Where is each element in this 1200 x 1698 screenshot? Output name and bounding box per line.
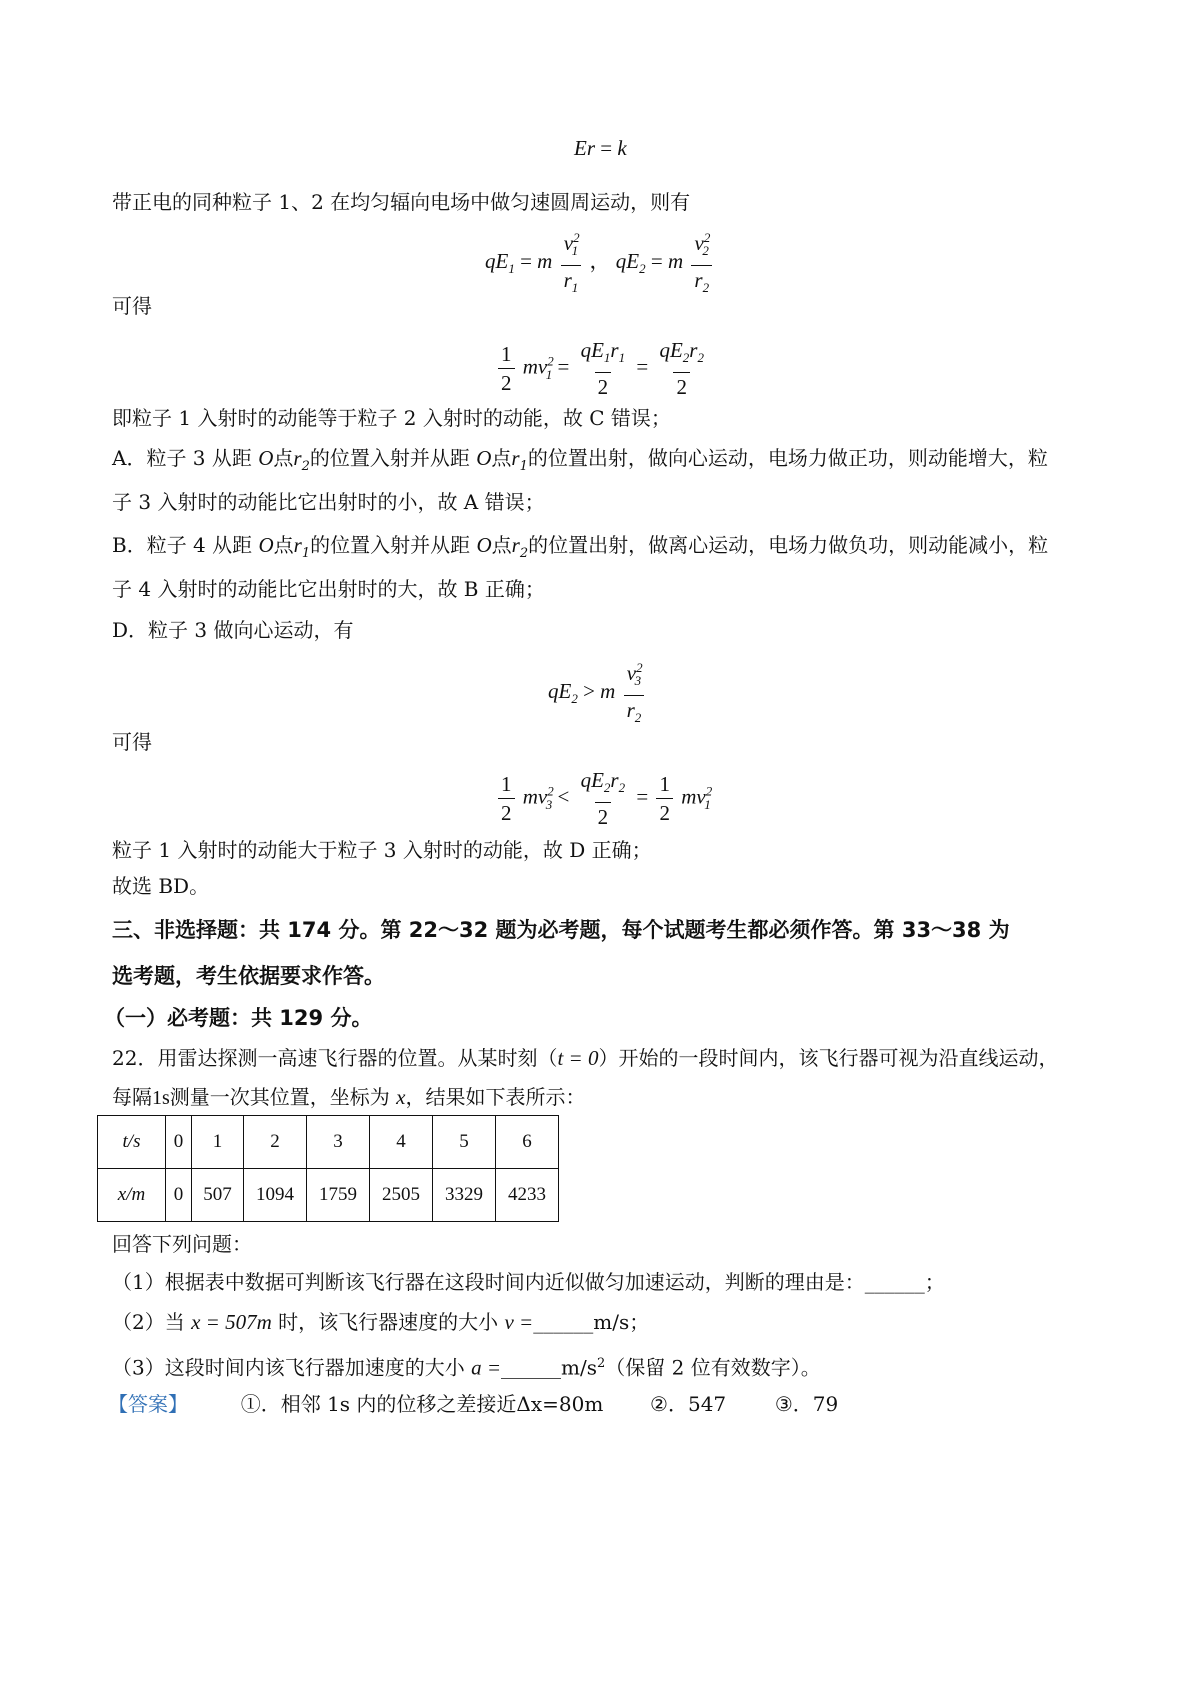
paragraph-kede-2: 可得 [112, 730, 152, 754]
answer-intro: 回答下列问题： [112, 1232, 252, 1256]
paragraph-kede-1: 可得 [112, 294, 152, 318]
answer-label: 【答案】 [108, 1392, 188, 1416]
section-heading-line1: 三、非选择题：共 174 分。第 22～32 题为必考题，每个试题考生都必须作答。第 33～38 为 [112, 918, 1010, 942]
position-time-table [97, 1115, 559, 1222]
paragraph-answer-bd: 故选 BD。 [112, 874, 210, 898]
table-row-time [98, 1116, 559, 1169]
table-cell: 1759 [307, 1169, 370, 1222]
table-cell: 0 [166, 1169, 192, 1222]
equation-inequality-2: $\frac{1}{2}$ $mv^2_3$ < $\frac{qE_2r_2}{2}$ = $\frac{1}{2}$ $mv^2_1$ [495, 768, 711, 829]
paragraph-option-b-line2: 子 4 入射时的动能比它出射时的大，故 B 正确； [112, 577, 545, 601]
table-cell: 3329 [433, 1169, 496, 1222]
table-cell: 4233 [496, 1169, 559, 1222]
paragraph-option-a-line1: A．粒子 3 从距 O点$r_2$的位置入射并从距 O点$r_1$的位置出射，做向心运动，电场力做正功，则动能增大，粒 [112, 446, 1048, 474]
table-header-x: x/m [98, 1169, 166, 1222]
table-cell: 3 [307, 1116, 370, 1169]
table-cell: 507 [192, 1169, 244, 1222]
answer-2: ②．547 [650, 1392, 727, 1416]
paragraph-option-a-line2: 子 3 入射时的动能比它出射时的小，故 A 错误； [112, 490, 545, 514]
paragraph-option-d: D．粒子 3 做向心运动，有 [112, 618, 354, 642]
table-cell: 6 [496, 1116, 559, 1169]
sub-question-3: （3）这段时间内该飞行器加速度的大小 $a =\_\_\_\_\_\_m/s^2$（保留 2 位有效数字）。 [112, 1355, 821, 1380]
table-cell: 5 [433, 1116, 496, 1169]
table-cell: 2505 [370, 1169, 433, 1222]
table-cell: 0 [166, 1116, 192, 1169]
table-cell: 1 [192, 1116, 244, 1169]
sub-question-2: （2）当 x = 507m 时，该飞行器速度的大小 v =______m/s； [112, 1310, 650, 1334]
answer-1: ①．相邻 1s 内的位移之差接近Δx=80m [240, 1392, 604, 1416]
section-heading-line2: 选考题，考生依据要求作答。 [112, 964, 385, 988]
subsection-heading: （一）必考题：共 129 分。 [104, 1006, 373, 1030]
paragraph-particles: 带正电的同种粒子 1、2 在均匀辐向电场中做匀速圆周运动，则有 [112, 190, 691, 214]
table-cell: 2 [244, 1116, 307, 1169]
question-22-line1: 22．用雷达探测一高速飞行器的位置。从某时刻（t = 0）开始的一段时间内，该飞行器可视为沿直线运动， [112, 1046, 1059, 1070]
equation-er-k: Er = k [574, 136, 627, 160]
table-row-position [98, 1169, 559, 1222]
equation-inequality-1: $qE_2 > m$ $\frac{v^2_3}{r_2}$ [548, 656, 647, 730]
paragraph-option-b-line1: B．粒子 4 从距 O点$r_1$的位置入射并从距 O点$r_2$的位置出射，做离心运动，电场力做负功，则动能减小，粒 [112, 533, 1049, 561]
equation-centripetal: $qE_1 = m$ $\frac{v^2_1}{r_1}$ ， $qE_2 = m$ $\frac{v^2_2}{r_2}$ [485, 226, 715, 300]
answer-line [108, 1390, 838, 1418]
answer-3: ③．79 [774, 1392, 839, 1416]
paragraph-option-d-conclusion: 粒子 1 入射时的动能大于粒子 3 入射时的动能，故 D 正确； [112, 838, 652, 862]
table-cell: 1094 [244, 1169, 307, 1222]
question-22-line2: 每隔1s测量一次其位置，坐标为 x，结果如下表所示： [112, 1085, 586, 1109]
table-cell: 4 [370, 1116, 433, 1169]
equation-kinetic-energy: $\frac{1}{2}$ $mv^2_1$ = $\frac{qE_1r_1}{2}$ = $\frac{qE_2r_2}{2}$ [495, 338, 710, 399]
paragraph-option-c: 即粒子 1 入射时的动能等于粒子 2 入射时的动能，故 C 错误； [112, 406, 671, 430]
table-header-t: t/s [98, 1116, 166, 1169]
sub-question-1: （1）根据表中数据可判断该飞行器在这段时间内近似做匀加速运动，判断的理由是：______； [112, 1270, 945, 1294]
